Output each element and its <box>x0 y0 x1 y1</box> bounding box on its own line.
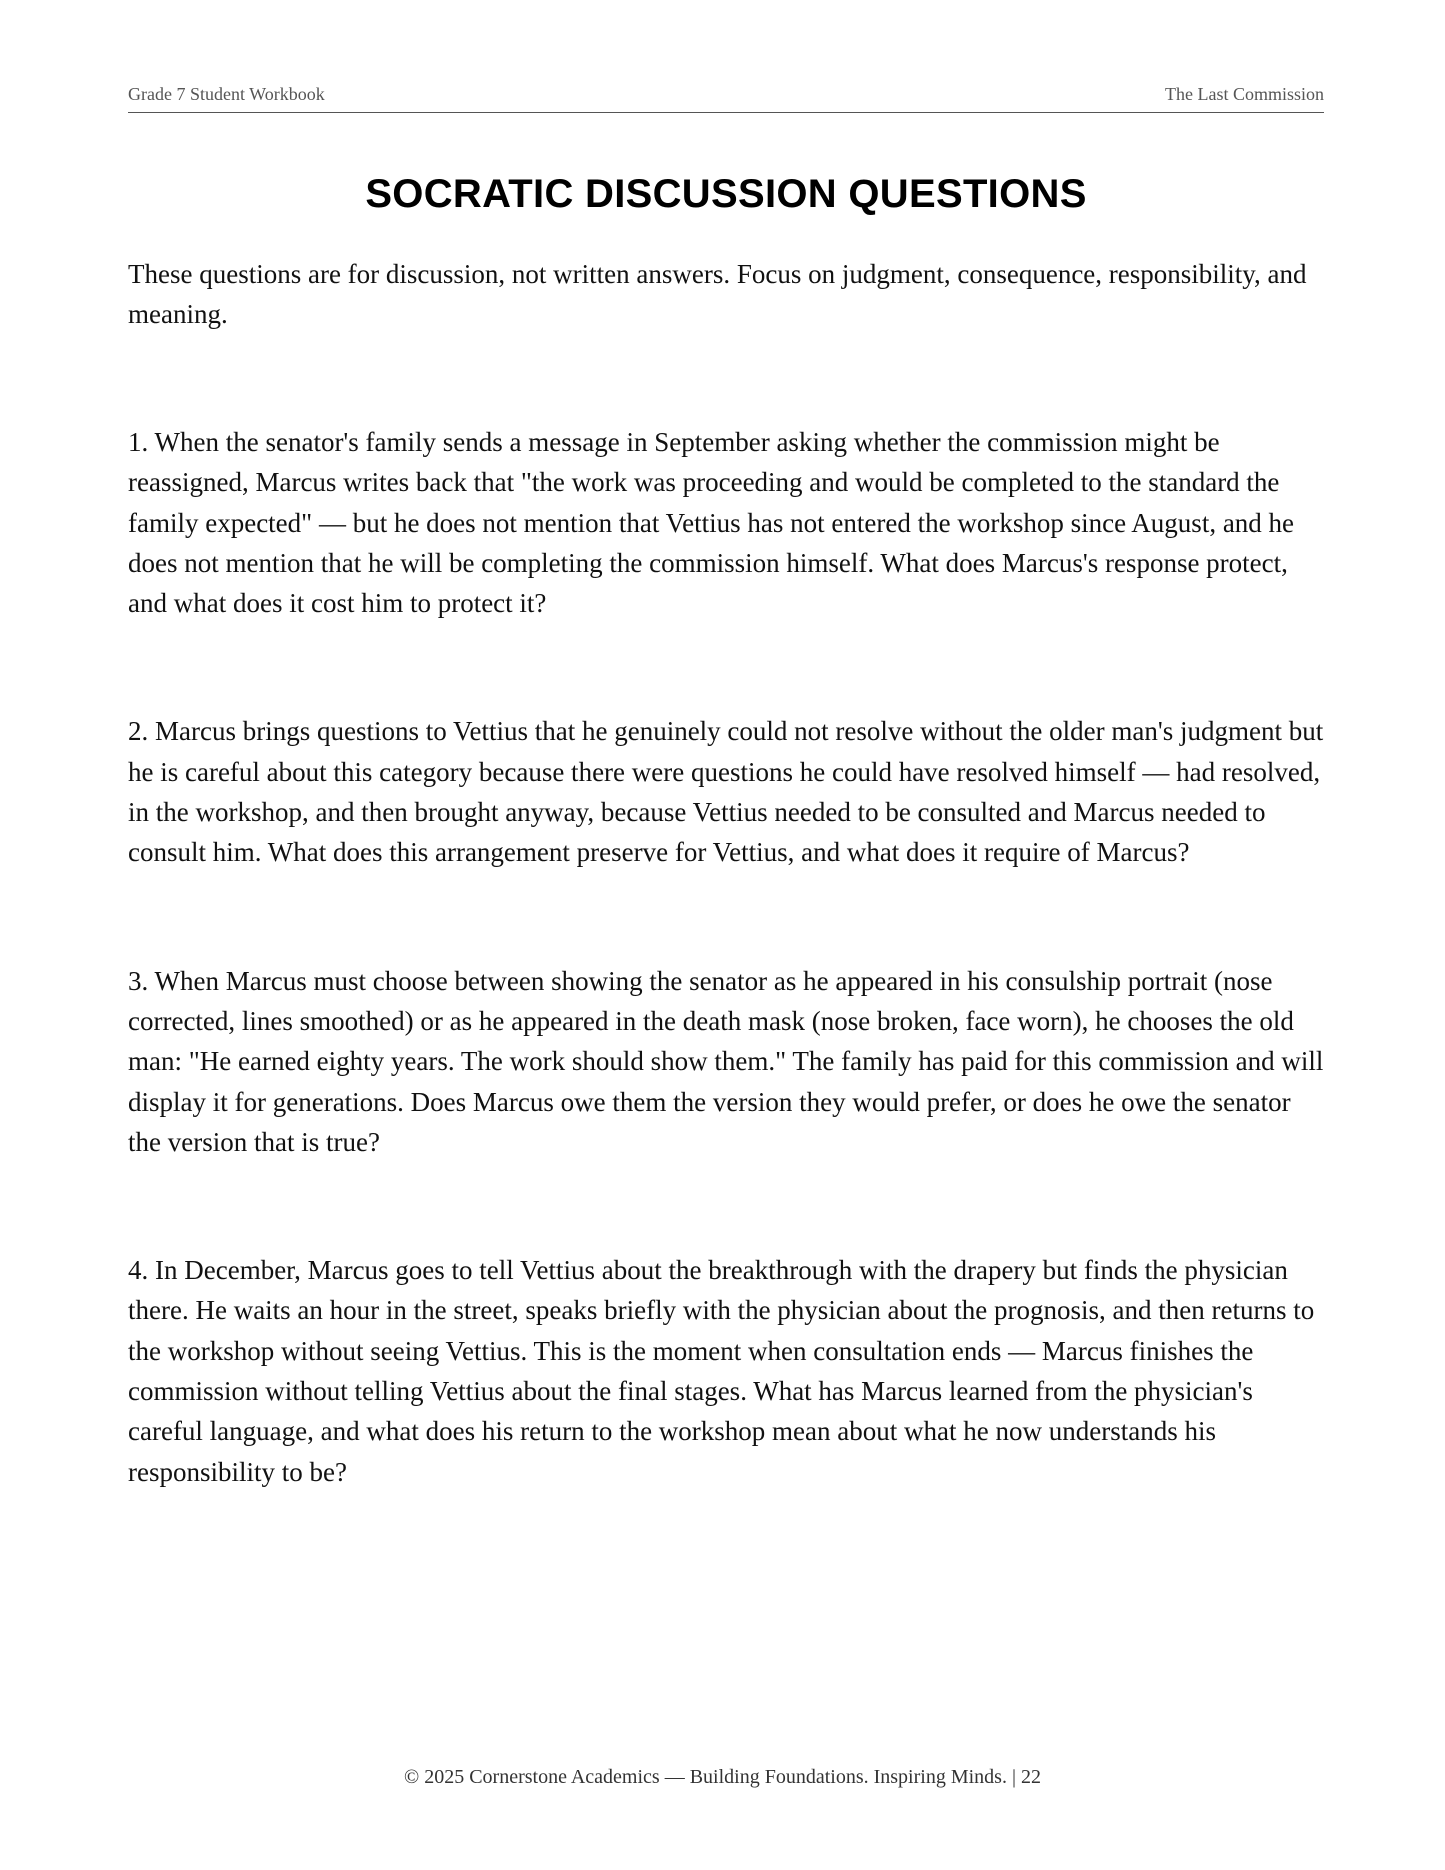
page-title: SOCRATIC DISCUSSION QUESTIONS <box>365 172 1087 216</box>
question-1: 1. When the senator's family sends a message in September asking whether the commission might be reassigned, Marcus writes back that "the work was proceeding and would be completed to the standard the family expected" — but he does not mention that Vettius has not entered the workshop since August, and he does not mention that he will be completing the commission himself. What does Marcus's response protect, and what does it cost him to protect it? <box>128 427 1295 619</box>
question-2: 2. Marcus brings questions to Vettius that he genuinely could not resolve without the older man's judgment but he is careful about this category because there were questions he could have resolved himself — had resolved, in the workshop, and then brought anyway, because Vettius needed to be consulted and Marcus needed to consult him. What does this arrangement preserve for Vettius, and what does it require of Marcus? <box>128 716 1324 868</box>
page-footer: © 2025 Cornerstone Academics — Building Foundations. Inspiring Minds. | 22 <box>404 1766 1041 1788</box>
question-list <box>128 422 1324 1580</box>
question-4: 4. In December, Marcus goes to tell Vettius about the breakthrough with the drapery but finds the physician there. He waits an hour in the street, speaks briefly with the physician about the prognosis, and then returns to the workshop without seeing Vettius. This is the moment when consultation ends — Marcus finishes the commission without telling Vettius about the final stages. What has Marcus learned from the physician's careful language, and what does his return to the workshop mean about what he now understands his responsibility to be? <box>128 1255 1315 1487</box>
header-workbook-label: Grade 7 Student Workbook <box>128 84 325 104</box>
running-header <box>128 84 1324 113</box>
question-3: 3. When Marcus must choose between showing the senator as he appeared in his consulship portrait (nose corrected, lines smoothed) or as he appeared in the death mask (nose broken, face worn), he chooses the old man: "He earned eighty years. The work should show them." The family has paid for this commission and will display it for generations. Does Marcus owe them the version they would prefer, or does he owe the senator the version that is true? <box>128 965 1324 1157</box>
header-story-title: The Last Commission <box>1165 84 1324 104</box>
intro-text: These questions are for discussion, not written answers. Focus on judgment, consequence, responsibility, and meaning. <box>128 259 1307 329</box>
